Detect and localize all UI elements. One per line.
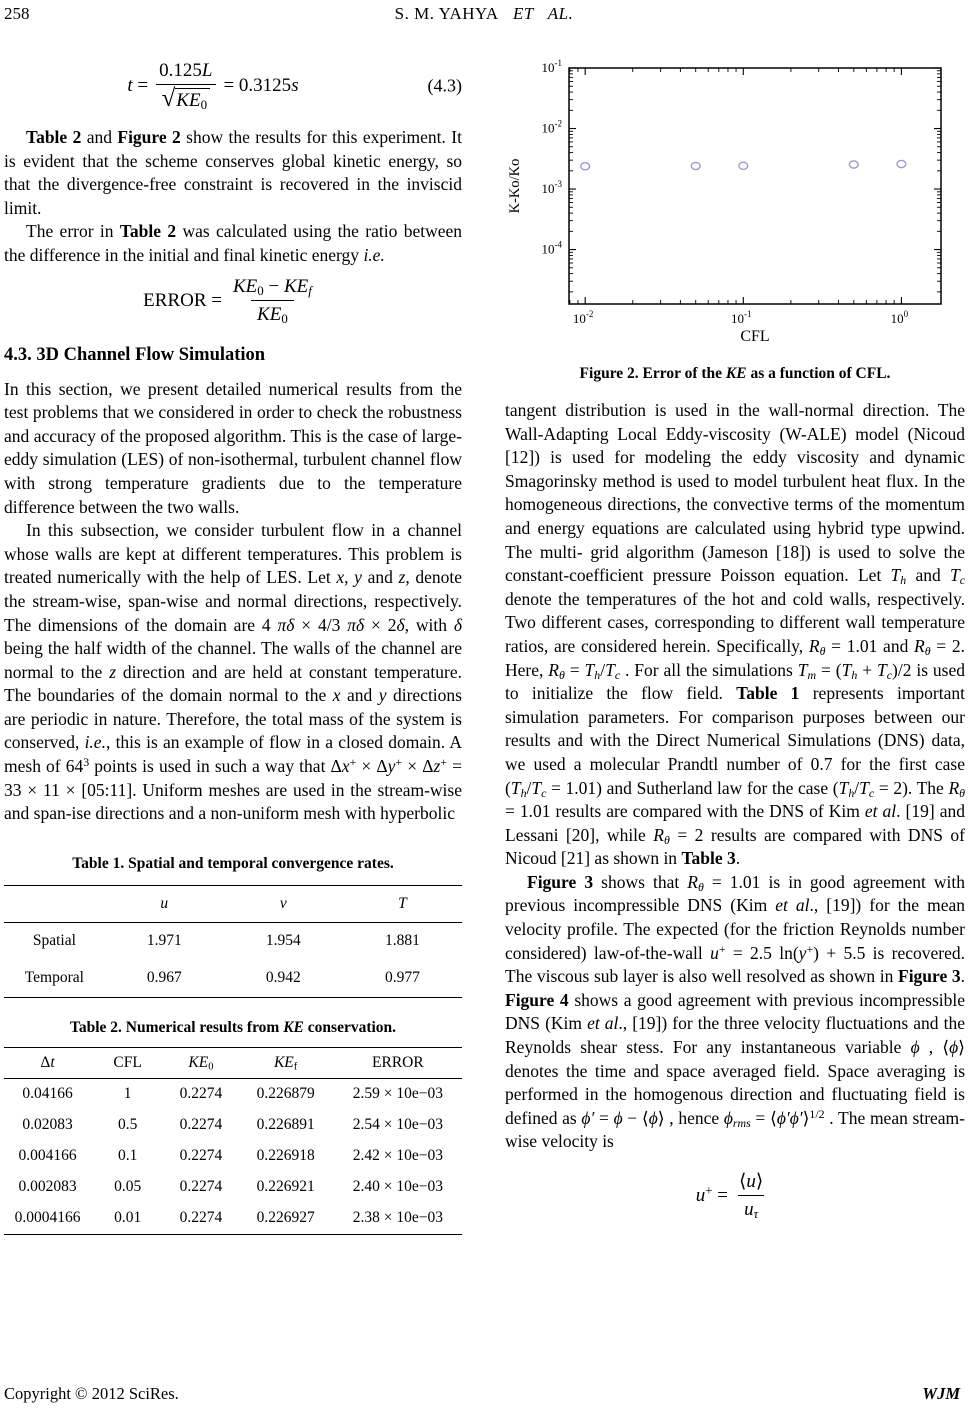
table-row (4, 922, 462, 960)
paragraph: tangent distribution is used in the wall-normal direction. The Wall-Adapting Local Eddy-viscosity (W-ALE) model (Nicoud [12]) is used for modeling the eddy viscosity and dynamic Smagorinsky method is used to model turbulent heat flux. In the homogeneous directions, the convective terms of the momentum and energy equations are calculated using hybrid type upwind. The multi- grid algorithm (Jameson [18]) is used to solve the constant-coefficient pressure Poisson equation. Let $T_h$ and $T_c$ denote the temperatures of the hot and cold walls, respectively. Two different cases, corresponding to different wall temperature ratios, are considered herein. Specifically, $R_\theta = 1.01$ and $R_\theta = 2$. Here, $R_\theta = T_h/T_c$ . For all the simulations $T_m = (T_h + T_c)/2$ is used to initialize the flow field. Table 1 represents important simulation parameters. For comparison purposes between our results and with the Direct Numerical Simulations (DNS) data, we used a molecular Prandtl number of 0.7 for the first case $(T_h/T_c = 1.01)$ and Sutherland law for the case $(T_h/T_c = 2)$. The $R_\theta = 1.01$ results are compared with the DNS of Kim et al. [19] and Lessani [20], while $R_\theta = 2$ results are compared with DNS of Nicoud [21] as shown in Table 3. (505, 400, 966, 869)
svg-text:100: $10^0$ (890, 309, 909, 326)
table-cell: 0.226927 (256, 1209, 315, 1227)
fraction (153, 60, 218, 112)
table-cell: 2.42 × 10e−03 (352, 1147, 443, 1165)
table-cell (4, 885, 105, 922)
table-header-row (4, 1047, 462, 1078)
page-footer (4, 1384, 960, 1404)
table-cell: 0.226918 (256, 1147, 315, 1165)
table-cell: 0.05 (114, 1178, 142, 1196)
table-1 (4, 885, 462, 998)
eq43-denominator (156, 84, 216, 112)
table-row (4, 1141, 462, 1172)
table-cell: Δt (4, 1047, 91, 1078)
equation-uplus (505, 1170, 965, 1221)
table1-title: Table 1. Spatial and temporal convergence rates. (72, 854, 394, 872)
table-cell: 2.40 × 10e−03 (352, 1178, 443, 1196)
running-title: S. M. YAHYA ET AL. (394, 4, 574, 23)
table-cell: 0.226921 (256, 1178, 315, 1196)
paragraph: Table 2 and Figure 2 show the results for this experiment. It is evident that the scheme conserves global kinetic energy, so that the divergence-free constraint is recovered in the inviscid limit. (4, 127, 462, 218)
figure2-plot (505, 56, 965, 356)
error-label: ERROR = (143, 289, 222, 311)
copyright: Copyright © 2012 SciRes. (4, 1384, 179, 1403)
table-row (4, 1203, 462, 1235)
table-cell: CFL (91, 1047, 164, 1078)
table-cell: 1.971 (146, 932, 182, 950)
table-cell: 1.881 (385, 932, 420, 950)
table-cell: 0.942 (265, 969, 301, 987)
table-cell: T (343, 885, 462, 922)
table-cell: 0.977 (385, 969, 420, 987)
table-cell: Spatial (32, 932, 76, 950)
table-cell: Temporal (24, 969, 84, 987)
svg-text:K-Ko/Ko: K-Ko/Ko (507, 158, 523, 214)
table-cell: 1 (123, 1085, 132, 1103)
figure2-caption: Figure 2. Error of the KE as a function of CFL. (579, 365, 891, 382)
svg-text:10-3: $10^{-3}$ (541, 179, 562, 197)
eq43-rhs: = 0.3125s (223, 75, 299, 96)
table-cell: v (224, 885, 343, 922)
svg-text:10-1: $10^{-1}$ (541, 58, 562, 75)
table-cell: $KE_f$ (238, 1047, 334, 1078)
table-cell: 0.2274 (179, 1209, 223, 1227)
uplus-lhs: u+ = (695, 1182, 728, 1206)
section-heading: 4.3. 3D Channel Flow Simulation (4, 344, 266, 365)
svg-text:10-2: $10^{-2}$ (541, 118, 562, 136)
table-cell: $KE_0$ (164, 1047, 237, 1078)
paragraph: The error in Table 2 was calculated using the ratio between the difference in the initial and final kinetic energy i.e. (4, 221, 463, 265)
page-header (4, 4, 964, 28)
page-number: 258 (4, 4, 30, 23)
table-row (4, 1110, 462, 1141)
table-cell: 0.2274 (179, 1116, 223, 1134)
table-cell: 0.2274 (179, 1147, 223, 1165)
table-cell: 0.01 (114, 1209, 142, 1227)
table-2 (4, 1047, 462, 1235)
table-cell: 0.2274 (179, 1085, 223, 1103)
table-cell: 0.2274 (179, 1178, 223, 1196)
right-column (505, 56, 965, 1221)
table-header-row (4, 885, 462, 922)
journal-abbrev: WJM (922, 1384, 960, 1403)
table-cell: 2.38 × 10e−03 (352, 1209, 443, 1227)
equation-number: (4.3) (427, 75, 462, 96)
svg-text:CFL: CFL (740, 328, 770, 345)
sqrt-argument: $KE_0$ (175, 88, 210, 112)
fraction (227, 276, 318, 326)
table-row (4, 1078, 462, 1110)
table-cell: 0.04166 (22, 1085, 73, 1103)
paragraph: Figure 3 shows that $R_\theta = 1.01$ is in good agreement with previous incompressible DNS (Kim et al., [19]) for the mean velocity profile. The expected (for the friction Reynolds number considered) law-of-the-wall u+ = 2.5 ln(y+) + 5.5 is recovered. The viscous sub layer is also well resolved as shown in Figure 3. Figure 4 shows a good agreement with previous incompressible DNS (Kim et al., [19]) for the three velocity fluctuations and the Reynolds shear stess. For any instantaneous variable ϕ , ⟨ϕ⟩ denotes the time and space averaged field. Space averaging is performed in the homogenous direction and fluctuating field is defined as ϕ′ = ϕ − ⟨ϕ⟩ , hence $\phi_{rms}$ = ⟨ϕ′ϕ′⟩$^{1/2}$ . The mean stream-wise velocity is (505, 871, 966, 1152)
eq43-lhs: t = (127, 75, 149, 96)
uplus-denominator: $u_\tau$ (738, 1195, 764, 1221)
error-denominator: $KE_0$ (251, 300, 294, 326)
table2-title: Table 2. Numerical results from KE conservation. (69, 1018, 397, 1036)
table-cell: 0.1 (117, 1147, 138, 1165)
table-cell: u (105, 885, 224, 922)
table-cell: 2.54 × 10e−03 (352, 1116, 443, 1134)
paragraph: In this section, we present detailed numerical results from the test problems that we considered in order to check the robustness and accuracy of the proposed algorithm. This is the case of large-eddy simulation (LES) of non-isothermal, turbulent channel flow with strong temperature gradients due to the temperature difference between the two walls. (4, 378, 462, 517)
table-row (4, 960, 462, 998)
figure-2 (505, 56, 965, 383)
uplus-numerator: ⟨u⟩ (738, 1171, 764, 1192)
table-cell: 0.0004166 (14, 1209, 81, 1227)
left-column (4, 44, 462, 1235)
svg-text:10-1: $10^{-1}$ (731, 309, 752, 326)
table-cell: 0.967 (146, 969, 182, 987)
table-cell: 0.5 (117, 1116, 138, 1134)
sqrt-sign: √ (161, 85, 176, 112)
equation-4-3 (4, 60, 462, 112)
eq43-numerator: 0.125L (159, 60, 213, 81)
table-cell: 0.004166 (18, 1147, 77, 1165)
table-cell: 1.954 (265, 932, 301, 950)
paragraph: In this subsection, we consider turbulent flow in a channel whose walls are kept at different temperatures. This problem is treated numerically with the help of LES. Let x, y and z, denote the stream-wise, span-wise and normal directions, respectively. The dimensions of the domain are 4 πδ × 4/3 πδ × 2δ, with δ being the half width of the channel. The walls of the channel are normal to the z direction and are held at constant temperature. The boundaries of the domain normal to the x and y directions are periodic in nature. Therefore, the total mass of the system is conserved, i.e., this is an example of flow in a closed domain. A mesh of $64^3$ points is used in such a way that Δx+ × Δy+ × Δz+ = 33 × 11 × [05:11]. Uniform meshes are used in the stream-wise and span-ise directions and a non-uniform mesh with hyperbolic (4, 520, 463, 824)
table-row (4, 1172, 462, 1203)
svg-text:10-4: $10^{-4}$ (541, 239, 562, 257)
table-cell: 0.226891 (256, 1116, 315, 1134)
equation-error (4, 276, 462, 326)
fraction (733, 1170, 769, 1221)
svg-text:10-2: $10^{-2}$ (572, 309, 594, 326)
table-cell: 0.226879 (256, 1085, 315, 1103)
table-cell: 2.59 × 10e−03 (352, 1085, 443, 1103)
table-cell: ERROR (334, 1047, 462, 1078)
error-numerator: $KE_0 - KE_f$ (232, 275, 312, 298)
table-cell: 0.02083 (22, 1116, 73, 1134)
table-cell: 0.002083 (18, 1178, 77, 1196)
